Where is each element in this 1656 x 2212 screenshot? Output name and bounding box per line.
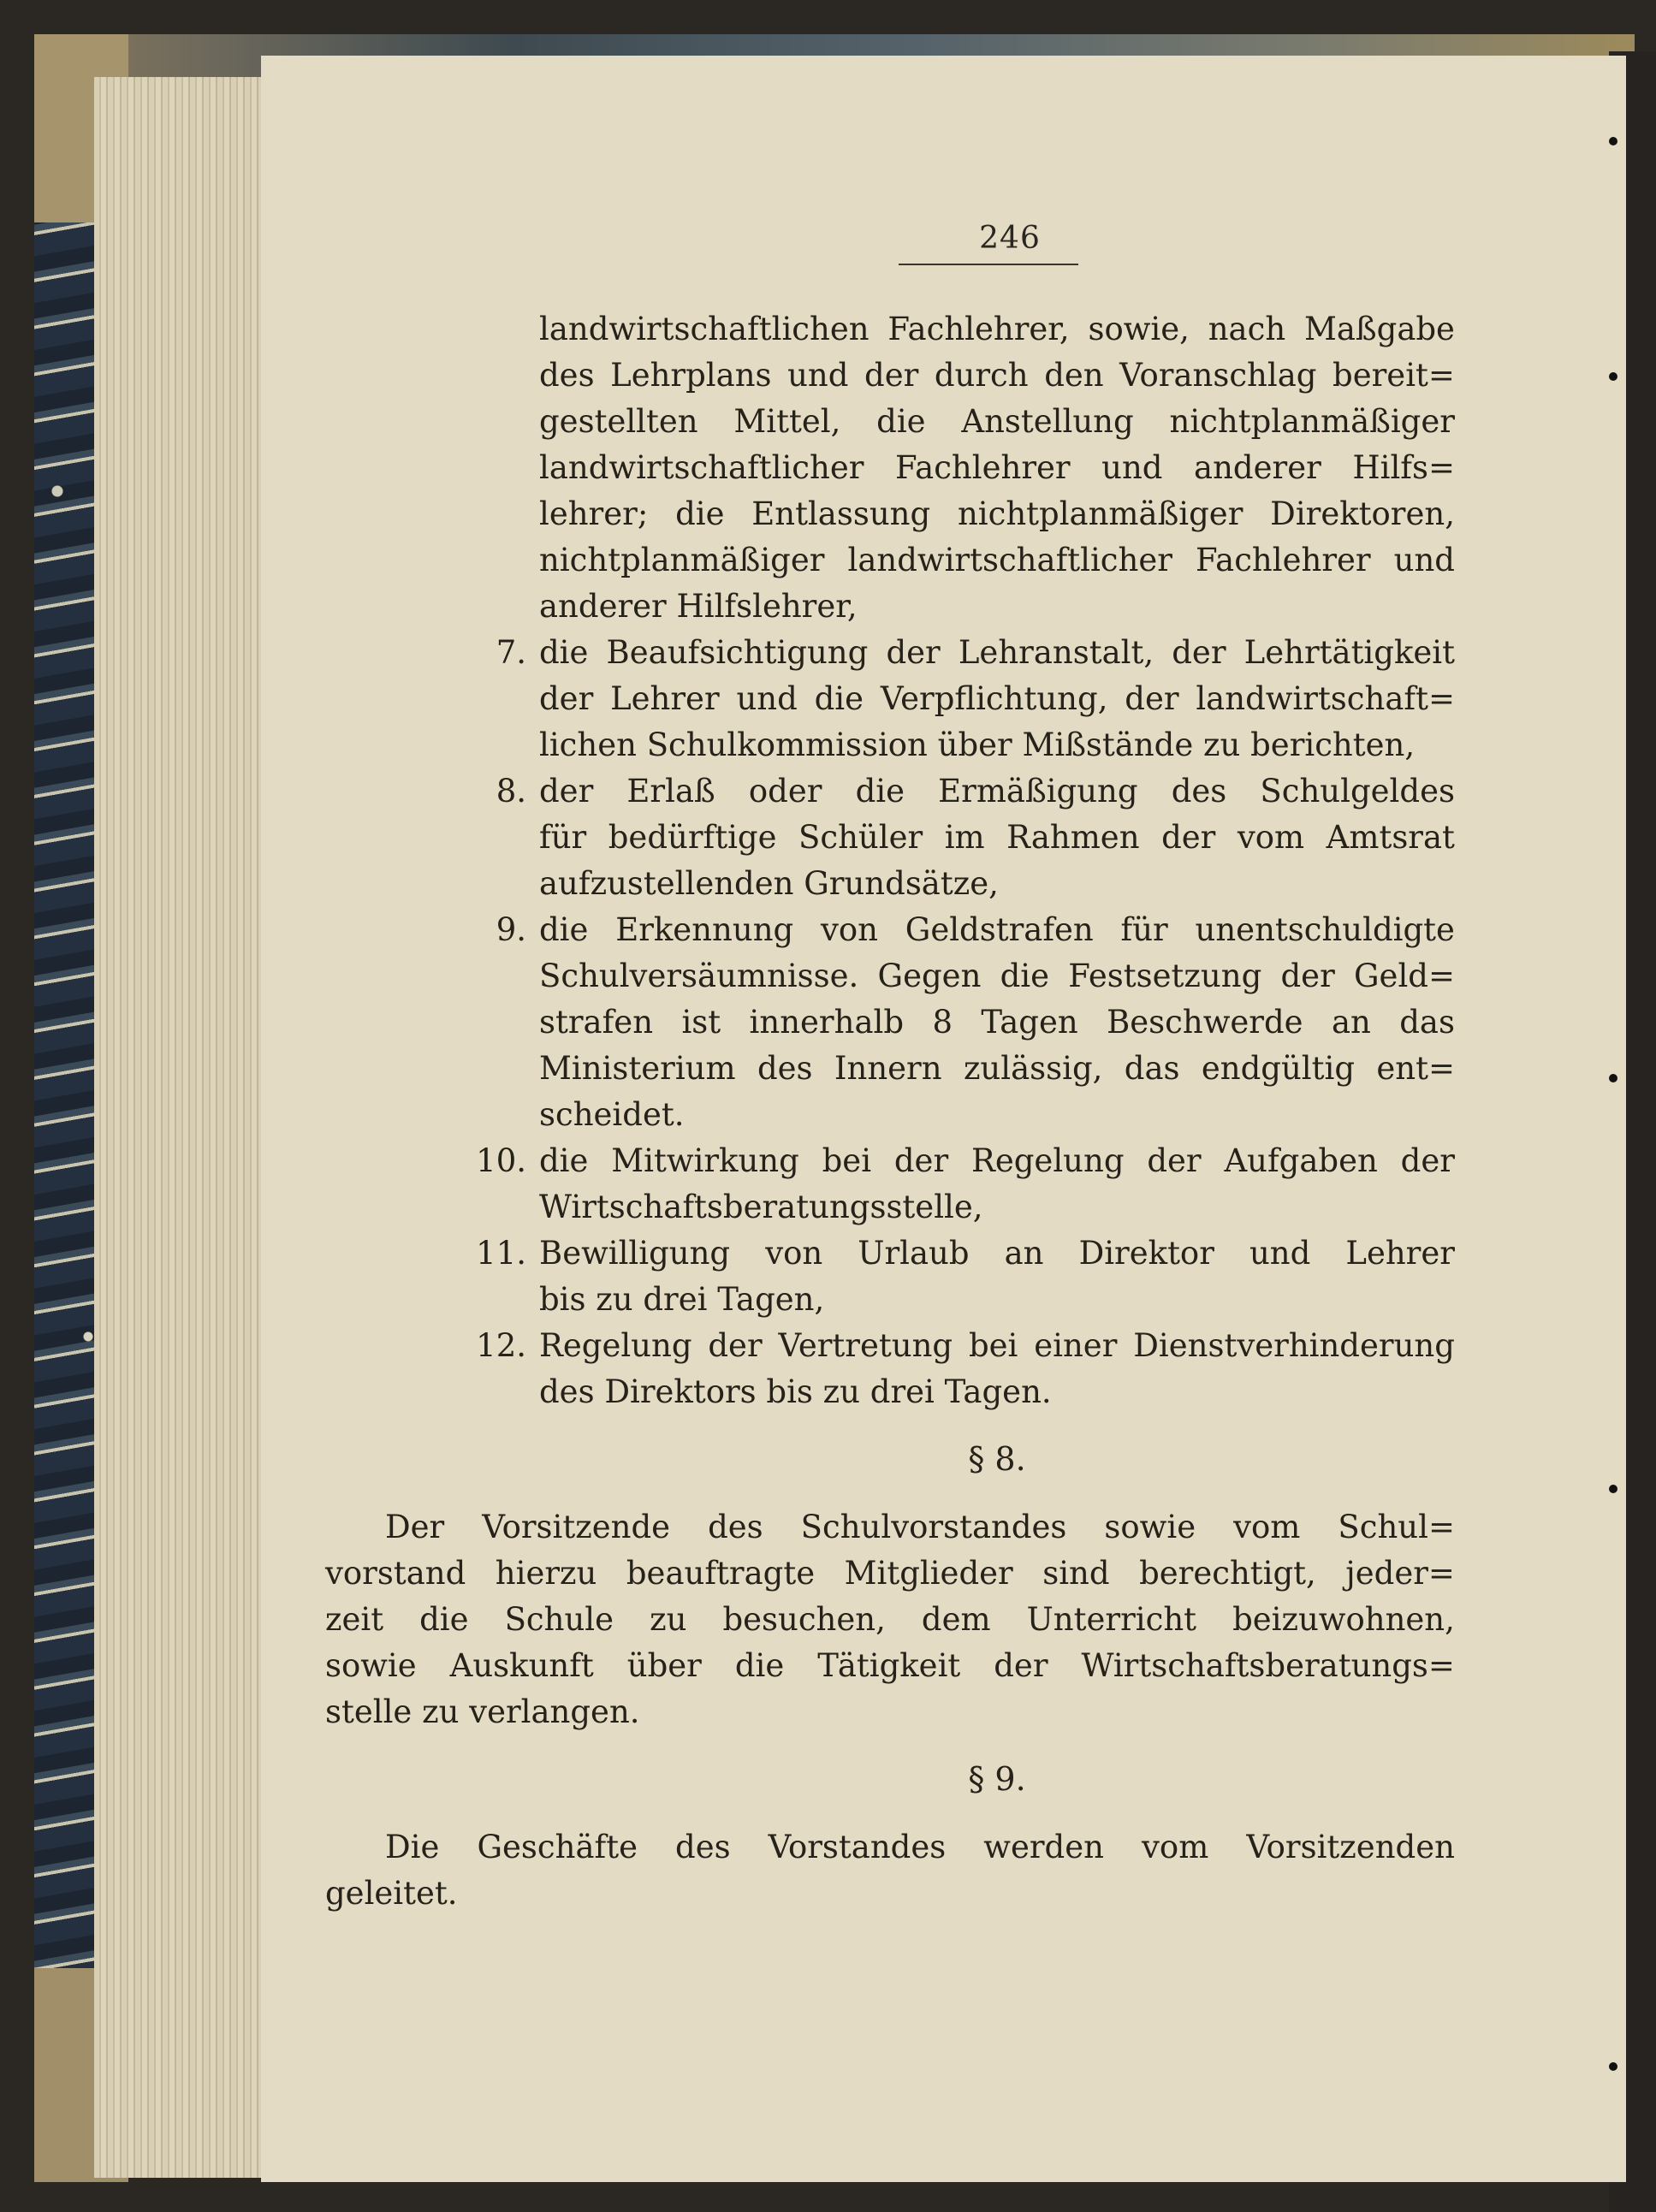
list-item-number: 12. [476, 1327, 526, 1364]
section-8-heading: § 8. [968, 1440, 1026, 1478]
page-number-rule [899, 264, 1078, 265]
list-item-number: 11. [476, 1235, 526, 1272]
list-item-number: 7. [496, 634, 526, 671]
text-line: scheidet. [539, 1096, 685, 1133]
text-line: der Lehrer und die Verpflichtung, der landwirtschaft= [539, 680, 1455, 717]
binding-pin-mark [1609, 2062, 1617, 2071]
text-line: Der Vorsitzende des Schulvorstandes sowie vom Schul= [385, 1509, 1455, 1545]
text-line: aufzustellenden Grundsätze, [539, 865, 999, 902]
text-line: anderer Hilfslehrer, [539, 588, 858, 625]
text-line: der Erlaß oder die Ermäßigung des Schulgeldes [539, 773, 1455, 809]
intro-paragraph [539, 306, 1455, 630]
list-item-number: 8. [496, 773, 526, 809]
text-line: landwirtschaftlichen Fachlehrer, sowie, nach Maßgabe [539, 311, 1455, 347]
text-line: Schulversäumnisse. Gegen die Festsetzung der Geld= [539, 958, 1455, 994]
text-line: die Beaufsichtigung der Lehranstalt, der Lehrtätigkeit [539, 634, 1455, 671]
text-line: geleitet. [325, 1875, 458, 1912]
list-item [476, 1323, 1455, 1415]
text-line: für bedürftige Schüler im Rahmen der vom Amtsrat [539, 819, 1455, 856]
binding-pin-mark [1609, 372, 1617, 381]
text-line: des Direktors bis zu drei Tagen. [539, 1373, 1052, 1410]
list-item [496, 630, 1455, 768]
binding-pin-mark [1609, 137, 1617, 145]
binding-pin-mark [1609, 1485, 1617, 1493]
numbered-list [476, 630, 1455, 1415]
text-line: vorstand hierzu beauftragte Mitglieder sind berechtigt, jeder= [325, 1555, 1455, 1592]
text-line: gestellten Mittel, die Anstellung nichtplanmäßiger [539, 403, 1455, 440]
section-9-paragraph [325, 1824, 1455, 1917]
text-line: landwirtschaftlicher Fachlehrer und anderer Hilfs= [539, 449, 1455, 486]
section-8-paragraph [325, 1504, 1455, 1735]
text-line: bis zu drei Tagen, [539, 1281, 825, 1318]
list-item [496, 768, 1455, 907]
text-line: Die Geschäfte des Vorstandes werden vom Vorsitzenden [385, 1829, 1455, 1865]
text-line: sowie Auskunft über die Tätigkeit der Wirtschaftsberatungs= [325, 1647, 1455, 1684]
text-line: strafen ist innerhalb 8 Tagen Beschwerde an das [539, 1004, 1455, 1041]
list-item [476, 1138, 1455, 1231]
text-line: die Mitwirkung bei der Regelung der Aufgaben der [539, 1142, 1455, 1179]
text-line: Wirtschaftsberatungsstelle, [539, 1189, 983, 1225]
list-item [476, 1231, 1455, 1323]
binding-pin-mark [1609, 1074, 1617, 1082]
list-item [496, 907, 1455, 1138]
text-line: die Erkennung von Geldstrafen für unentschuldigte [539, 911, 1455, 948]
text-line: stelle zu verlangen. [325, 1693, 640, 1730]
text-line: lehrer; die Entlassung nichtplanmäßiger Direktoren, [539, 495, 1455, 532]
page-number: 246 [979, 221, 1041, 256]
page-edges [94, 77, 274, 2178]
text-line: zeit die Schule zu besuchen, dem Unterricht beizuwohnen, [325, 1601, 1455, 1638]
text-line: des Lehrplans und der durch den Voranschlag bereit= [539, 357, 1455, 394]
list-item-number: 10. [476, 1142, 526, 1179]
text-line: Ministerium des Innern zulässig, das endgültig ent= [539, 1050, 1455, 1087]
list-item-number: 9. [496, 911, 526, 948]
text-line: Regelung der Vertretung bei einer Dienstverhinderung [539, 1327, 1455, 1364]
section-9-heading: § 9. [968, 1760, 1026, 1798]
page-text [325, 306, 1455, 1917]
text-line: lichen Schulkommission über Mißstände zu berichten, [539, 726, 1416, 763]
text-line: Bewilligung von Urlaub an Direktor und Lehrer [539, 1235, 1455, 1272]
text-line: nichtplanmäßiger landwirtschaftlicher Fachlehrer und [539, 542, 1455, 578]
